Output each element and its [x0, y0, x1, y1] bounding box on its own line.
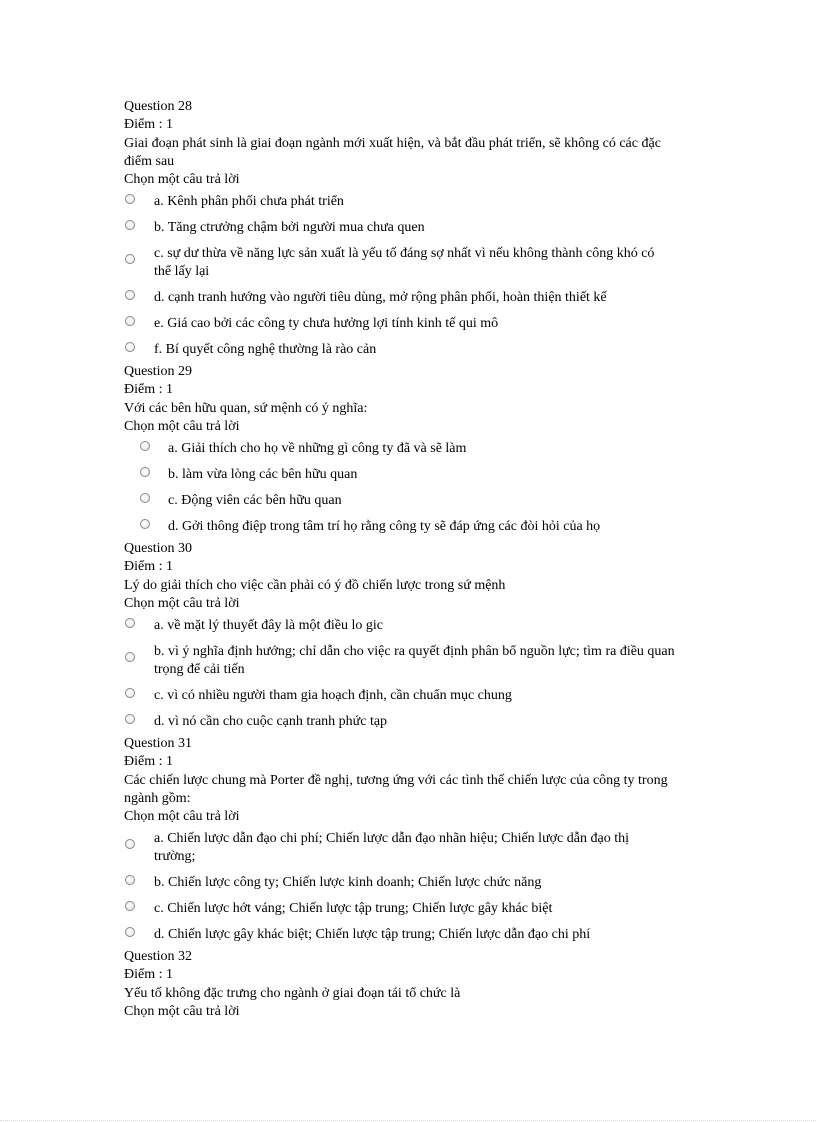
page-bottom-divider [0, 1120, 816, 1121]
answer-label: c. Chiến lược hớt váng; Chiến lược tập trung; Chiến lược gây khác biệt [154, 901, 553, 916]
answer-label: b. vì ý nghĩa định hướng; chỉ dẫn cho việc ra quyết định phân bổ nguồn lực; tìm ra điều quan trọng để cải tiến [154, 644, 675, 677]
answer-label: e. Giá cao bởi các công ty chưa hưởng lợi tính kinh tế qui mô [154, 316, 499, 331]
radio-button[interactable] [140, 467, 150, 477]
answer-option[interactable] [124, 870, 694, 896]
question-prompt: Lý do giải thích cho việc cần phải có ý đồ chiến lược trong sứ mệnh [124, 578, 506, 593]
radio-button[interactable] [140, 519, 150, 529]
answer-label: f. Bí quyết công nghệ thường là rào cản [154, 342, 377, 357]
question-title: Question 30 [124, 541, 193, 556]
question-title: Question 31 [124, 736, 193, 751]
answer-option[interactable] [124, 639, 694, 683]
radio-button[interactable] [140, 493, 150, 503]
question-block [124, 363, 694, 540]
answer-option[interactable] [124, 922, 694, 948]
question-title: Question 32 [124, 949, 193, 964]
question-prompt: Với các bên hữu quan, sứ mệnh có ý nghĩa: [124, 401, 368, 416]
choose-instruction: Chọn một câu trả lời [124, 419, 240, 434]
question-block [124, 540, 694, 735]
answer-label: c. Động viên các bên hữu quan [168, 493, 342, 508]
answer-label: d. Gởi thông điệp trong tâm trí họ rằng công ty sẽ đáp ứng các đòi hỏi của họ [168, 519, 601, 534]
question-prompt: Các chiến lược chung mà Porter đề nghị, tương ứng với các tình thế chiến lược của công ty trong ngành gồm: [124, 773, 668, 806]
choose-instruction: Chọn một câu trả lời [124, 596, 240, 611]
answer-option[interactable] [124, 436, 694, 462]
answer-label: a. Chiến lược dẫn đạo chi phí; Chiến lược dẫn đạo nhãn hiệu; Chiến lược dẫn đạo thị trường; [154, 831, 629, 864]
answer-option[interactable] [124, 613, 694, 639]
answer-option[interactable] [124, 241, 694, 285]
radio-button[interactable] [140, 441, 150, 451]
answer-option[interactable] [124, 189, 694, 215]
answer-option[interactable] [124, 462, 694, 488]
radio-button[interactable] [125, 927, 135, 937]
radio-button[interactable] [125, 254, 135, 264]
answer-option[interactable] [124, 215, 694, 241]
radio-button[interactable] [125, 875, 135, 885]
answer-option[interactable] [124, 311, 694, 337]
choose-instruction: Chọn một câu trả lời [124, 809, 240, 824]
question-score: Điểm : 1 [124, 117, 173, 132]
answer-label: d. vì nó cần cho cuộc cạnh tranh phức tạp [154, 714, 388, 729]
radio-button[interactable] [125, 839, 135, 849]
answer-options [124, 826, 694, 948]
answer-option[interactable] [124, 896, 694, 922]
answer-label: b. Tăng ctrưởng chậm bởi người mua chưa quen [154, 220, 425, 235]
answer-option[interactable] [124, 826, 694, 870]
answer-label: c. sự dư thừa về năng lực sản xuất là yếu tố đáng sợ nhất vì nếu không thành công khó có thể lấy lại [154, 246, 655, 279]
choose-instruction: Chọn một câu trả lời [124, 172, 240, 187]
answer-label: a. Giải thích cho họ về những gì công ty đã và sẽ làm [168, 441, 467, 456]
answer-label: d. Chiến lược gây khác biệt; Chiến lược tập trung; Chiến lược dẫn đạo chi phí [154, 927, 591, 942]
answer-option[interactable] [124, 285, 694, 311]
answer-option[interactable] [124, 337, 694, 363]
radio-button[interactable] [125, 220, 135, 230]
question-prompt: Giai đoạn phát sinh là giai đoạn ngành mới xuất hiện, và bắt đầu phát triển, sẽ không có các đặc điểm sau [124, 136, 661, 169]
radio-button[interactable] [125, 290, 135, 300]
answer-label: b. làm vừa lòng các bên hữu quan [168, 467, 358, 482]
answer-label: b. Chiến lược công ty; Chiến lược kinh doanh; Chiến lược chức năng [154, 875, 542, 890]
radio-button[interactable] [125, 194, 135, 204]
radio-button[interactable] [125, 652, 135, 662]
answer-option[interactable] [124, 709, 694, 735]
radio-button[interactable] [125, 714, 135, 724]
quiz-page [124, 98, 694, 1021]
answer-options [124, 189, 694, 363]
question-score: Điểm : 1 [124, 967, 173, 982]
radio-button[interactable] [125, 688, 135, 698]
question-block [124, 98, 694, 363]
radio-button[interactable] [125, 342, 135, 352]
question-score: Điểm : 1 [124, 382, 173, 397]
answer-label: a. Kênh phân phối chưa phát triển [154, 194, 344, 209]
question-block [124, 948, 694, 1021]
answer-option[interactable] [124, 683, 694, 709]
answer-options [124, 613, 694, 735]
question-prompt: Yếu tố không đặc trưng cho ngành ở giai đoạn tái tổ chức là [124, 986, 461, 1001]
answer-option[interactable] [124, 488, 694, 514]
radio-button[interactable] [125, 618, 135, 628]
question-score: Điểm : 1 [124, 754, 173, 769]
question-title: Question 28 [124, 99, 193, 114]
answer-options [124, 436, 694, 540]
radio-button[interactable] [125, 901, 135, 911]
answer-label: a. về mặt lý thuyết đây là một điều lo gic [154, 618, 383, 633]
question-title: Question 29 [124, 364, 193, 379]
question-score: Điểm : 1 [124, 559, 173, 574]
answer-option[interactable] [124, 514, 694, 540]
radio-button[interactable] [125, 316, 135, 326]
question-block [124, 735, 694, 948]
choose-instruction: Chọn một câu trả lời [124, 1004, 240, 1019]
answer-label: d. cạnh tranh hướng vào người tiêu dùng, mở rộng phân phối, hoàn thiện thiết kế [154, 290, 607, 305]
answer-label: c. vì có nhiều người tham gia hoạch định, cần chuẩn mục chung [154, 688, 512, 703]
